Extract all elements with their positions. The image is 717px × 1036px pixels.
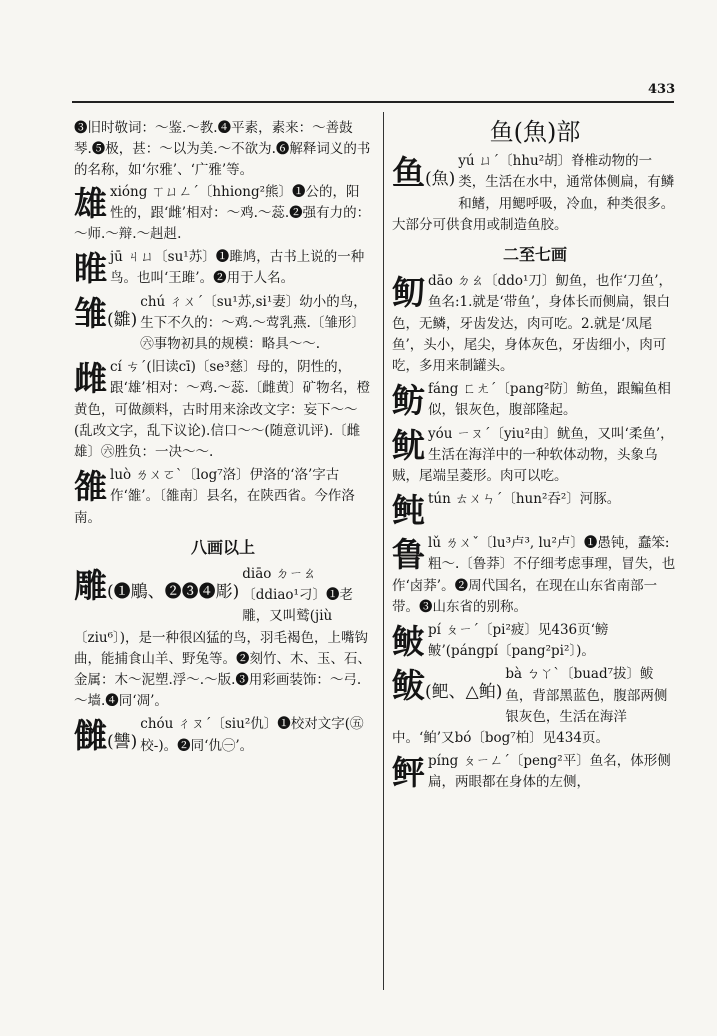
entry-text: cí ㄘˊ(旧读cī)〔se³慈〕母的，阴性的，跟‘雄’相对：～鸡.～蕊.〔雌黄〕矿物名，橙黄色，可做颜料，古时用来涂改文字：妄下～～(乱改文字，乱下议论).信口～～(随意讥评).〔雌雄〕㊅胜负：一决～～. [74, 359, 371, 461]
entry-text: dāo ㄉㄠ〔ddo¹刀〕鱽鱼，也作‘刀鱼’，鱼名:1.就是‘带鱼’，身体长而侧扁，银白色，无鳞，牙齿发达，肉可吃。2.就是‘凤尾鱼’，头小，尾尖，身体灰色，牙齿细小，肉可吃，多用来制罐头。 [392, 273, 673, 375]
dictionary-entry [392, 664, 678, 749]
headword: 鲏 [392, 622, 425, 662]
headword-char: 雏 [74, 293, 107, 333]
dictionary-entry [74, 182, 372, 246]
dictionary-entry [392, 533, 678, 618]
dictionary-entry [392, 151, 678, 236]
entry-text: diāo ㄉㄧㄠ〔ddiao¹刁〕❶老雕，又叫鹫(jiù〔ziu⁶〕)，是一种很凶猛的鸟，羽毛褐色，上嘴钩曲，能捕食山羊、野兔等。❷刻竹、木、玉、石、金属：木～泥塑.浮～.～版.❸用彩画装饰：～弓.～墙.❹同‘凋’。 [74, 566, 371, 710]
dictionary-entry [74, 714, 372, 762]
entry-text: chú ㄔㄨˊ〔su¹苏,si¹妻〕幼小的鸟，生下不久的：～鸡.～莺乳燕.〔雏形〕㊅事物初具的规模：略具～～. [140, 293, 367, 353]
dictionary-entry [74, 247, 372, 289]
section-heading: 八画以上 [190, 537, 255, 557]
section-heading: 二至七画 [502, 245, 567, 265]
dictionary-entry [74, 292, 372, 356]
headword-variant: (雛) [107, 309, 138, 330]
column-divider [383, 112, 384, 990]
headword: 雒 [74, 467, 107, 507]
left-column [74, 118, 372, 764]
headword: 鱿 [392, 425, 425, 465]
entry-text: bà ㄅㄚˋ〔buad⁷拔〕鲅鱼，背部黑蓝色，腹部两侧银灰色，生活在海洋中。‘鲌’又bó〔bog⁷柏〕见434页。 [392, 666, 668, 747]
headword [392, 153, 455, 199]
dictionary-entry [392, 620, 678, 662]
headword: 鲁 [392, 535, 425, 575]
entry-text: yóu ㄧㄡˊ〔yiu²由〕鱿鱼，又叫‘柔鱼’，生活在海洋中的一种软体动物，头象乌贼，尾端呈菱形。肉可以吃。 [392, 425, 674, 485]
headword [74, 294, 137, 340]
page-number: 433 [648, 82, 676, 97]
headword: 鱽 [392, 273, 425, 313]
headword: 雌 [74, 359, 107, 399]
intro-text: ❸旧时敬词：～鉴.～教.❹平素，素来：～善鼓琴.❺极，甚：～以为美.～不欲为.❻解释词义的书的名称，如‘尔雅’、‘广雅’等。 [74, 120, 371, 179]
right-column [392, 118, 678, 796]
entry-text: pí ㄆㄧˊ〔pi²疲〕见436页‘鳑鲏’(pángpí〔pang²pi²〕)。 [428, 622, 609, 660]
headword-char: 雠 [74, 716, 107, 756]
dictionary-entry [74, 564, 372, 712]
dictionary-entry [74, 465, 372, 529]
entry-text: xióng ㄒㄩㄥˊ〔hhiong²熊〕❶公的，阳性的，跟‘雌’相对：～鸡.～蕊.❷强有力的：～师.～辩.～赳赳. [74, 183, 371, 243]
headword-char: 雕 [74, 566, 107, 606]
radical-title: 鱼(魚)部 [489, 118, 581, 146]
dictionary-entry [392, 271, 678, 377]
headword [74, 716, 137, 762]
headword: 鲀 [392, 491, 425, 531]
entry-text: yú ㄩˊ〔hhu²胡〕脊椎动物的一类，生活在水中，通常体侧扁，有鳞和鳍，用鳃呼吸，冷血，种类很多。大部分可供食用或制造鱼胶。 [392, 153, 675, 233]
entry-text: luò ㄌㄨㄛˋ〔log⁷洛〕伊洛的‘洛’字古作‘雒’。〔雒南〕县名，在陕西省。今作洛南。 [74, 467, 355, 526]
entry-text: fáng ㄈㄤˊ〔pang²防〕鲂鱼，跟鳊鱼相似，银灰色，腹部隆起。 [428, 381, 671, 419]
entry-text: jū ㄐㄩ〔su¹苏〕❶雎鸠，古书上说的一种鸟。也叫‘王雎’。❷用于人名。 [110, 249, 365, 287]
dictionary-entry [392, 751, 678, 793]
dictionary-entry [392, 379, 678, 421]
headword [392, 666, 502, 712]
entry-text: tún ㄊㄨㄣˊ〔hun²吞²〕河豚。 [428, 491, 621, 508]
headword: 雄 [74, 183, 107, 223]
headword: 鲆 [392, 753, 425, 793]
headword-char: 鱼 [392, 153, 425, 193]
headword: 鲂 [392, 381, 425, 421]
headword-variant: (魚) [425, 169, 456, 190]
headword-variant: (鲃、△鲌) [425, 682, 503, 703]
entry-text: píng ㄆㄧㄥˊ〔peng²平〕鱼名，体形侧扁，两眼都在身体的左侧， [428, 753, 671, 791]
dictionary-entry [74, 357, 372, 463]
dictionary-entry [392, 489, 678, 531]
headword-char: 鲅 [392, 666, 425, 706]
headword-variant: (讐) [107, 732, 138, 753]
dictionary-entry [392, 424, 678, 488]
entry-text: chóu ㄔㄡˊ〔siu²仇〕❶校对文字(㊄校-)。❷同‘仇㊀’。 [140, 716, 364, 754]
headword: 睢 [74, 249, 107, 289]
header-rule [72, 101, 674, 103]
headword [74, 566, 239, 612]
headword-variant: (❶鵰、❷❸❹彫) [107, 582, 240, 603]
entry-text: lǔ ㄌㄨˇ〔lu³卢³, lu²卢〕❶愚钝，蠢笨:粗～.〔鲁莽〕不仔细考虑事理，冒失，也作‘卤莽’。❷周代国名，在现在山东省南部一带。❸山东省的别称。 [392, 535, 676, 615]
